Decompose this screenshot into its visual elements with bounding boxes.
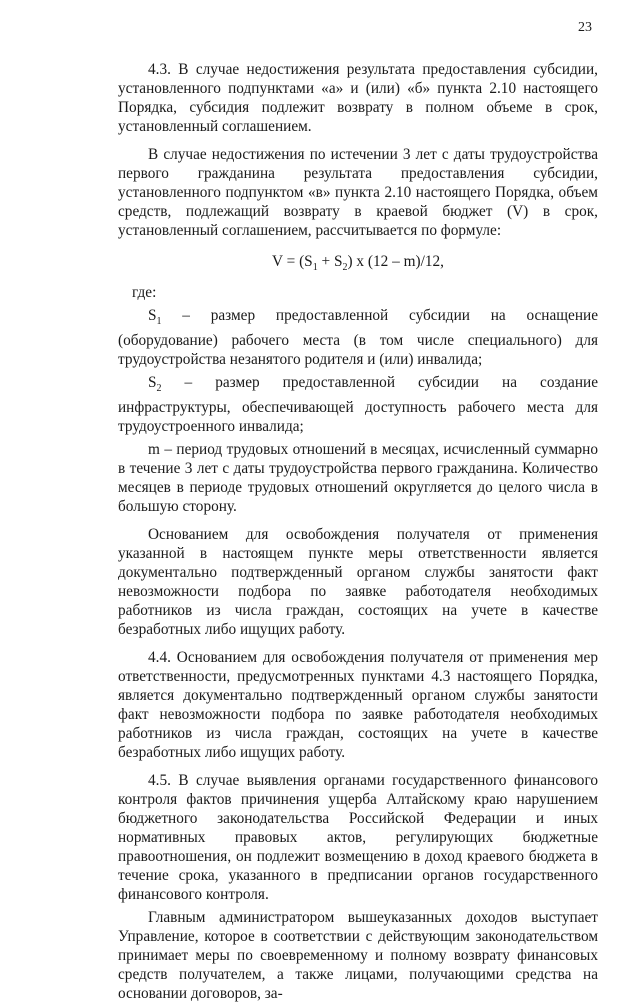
paragraph-administrator: Главным администратором вышеуказанных доходов выступает Управление, которое в соответствии с действующим законодательством принимает меры по своевременному и полному возврату финансовых средств получателем, а также лицами, получающими средства на основании договоров, за-	[118, 909, 598, 1003]
paragraph-exemption: Основанием для освобождения получателя от применения указанной в настоящем пункте меры ответственности является документально подтвержденный органом службы занятости факт невозможности подбора по заявке работодателя необходимых работников из числа граждан, состоящих на учете в качестве безработных либо ищущих работу.	[118, 526, 598, 639]
paragraph-4-5: 4.5. В случае выявления органами государственного финансового контроля фактов причинения ущерба Алтайскому краю нарушением бюджетного законодательства Российской Федерации и иных нормативных правовых актов, регулирующих бюджетные правоотношения, он подлежит возмещению в доход краевого бюджета в течение срока, указанного в предписании органов государственного финансового контроля.	[118, 772, 598, 904]
definition-m: m – период трудовых отношений в месяцах, исчисленный суммарно в течение 3 лет с даты трудоустройства первого гражданина. Количество месяцев в периоде трудовых отношений округляется до целого числа в большую сторону.	[118, 441, 598, 516]
page-number: 23	[578, 20, 592, 35]
paragraph-calculation: В случае недостижения по истечении 3 лет с даты трудоустройства первого гражданина результата предоставления субсидии, установленного подпунктом «в» пункта 2.10 настоящего Порядка, объем средств, подлежащий возврату в краевой бюджет (V) в срок, установленный соглашением, рассчитывается по формуле:	[118, 146, 598, 239]
definition-s1: $S_1$ – размер предоставленной субсидии на оснащение (оборудование) рабочего места (в том числе специального) для трудоустройства незанятого родителя и (или) инвалида;	[118, 307, 598, 369]
where-label: где:	[132, 284, 157, 302]
formula: $V = (S_1 + S_2)$ x (12 – m)/12,	[272, 253, 444, 274]
paragraph-4-3: 4.3. В случае недостижения результата предоставления субсидии, установленного подпунктами «а» и (или) «б» пункта 2.10 настоящего Порядка, субсидия подлежит возврату в полном объеме в срок, установленный соглашением.	[118, 61, 598, 135]
document-body	[118, 60, 598, 1003]
definition-s2: $S_2$ – размер предоставленной субсидии на создание инфраструктуры, обеспечивающей доступность рабочего места для трудоустроенного инвалида;	[118, 374, 598, 436]
paragraph-4-4: 4.4. Основанием для освобождения получателя от применения мер ответственности, предусмотренных пунктами 4.3 настоящего Порядка, является документально подтвержденный органом службы занятости факт невозможности подбора по заявке работодателя необходимых работников из числа граждан, состоящих на учете в качестве безработных либо ищущих работу.	[118, 649, 598, 762]
